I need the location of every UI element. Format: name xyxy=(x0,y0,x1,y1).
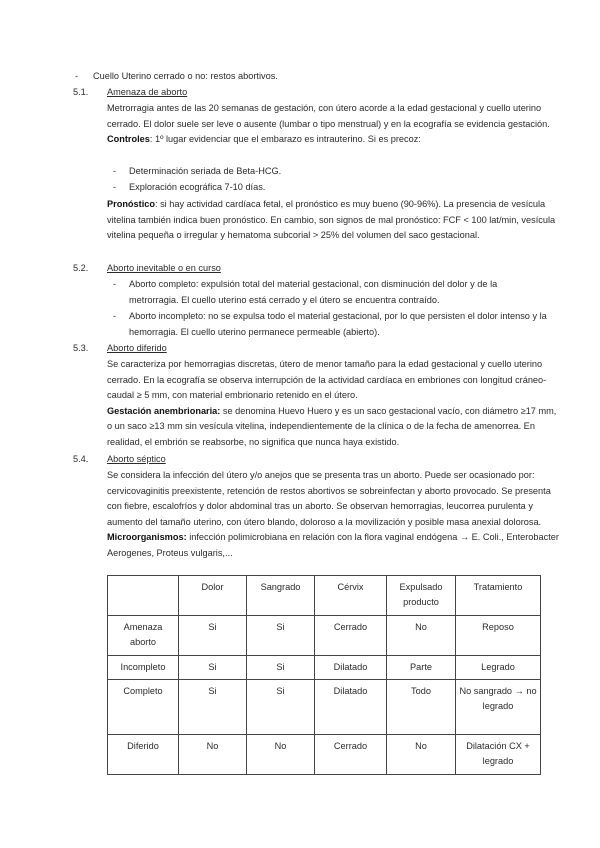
table-cell: Si xyxy=(179,680,247,735)
section-body xyxy=(107,197,562,244)
bullet-dash: - xyxy=(113,166,117,176)
section-number: 5.1. xyxy=(73,87,89,97)
table-cell: Dilatación CX + legrado xyxy=(456,735,541,775)
paragraph: Se considera la infección del útero y/o anejos que se presenta tras un aborto. Puede ser ocasionado por: cervicovaginitis preexistente, retención de restos abortivos se sobreinfectan y aborto provocado. Se presenta con fiebre, escalofríos y dolor abdominal tras un aborto. Se observan hemorragias, leucorrea purulenta y aumento del tamaño uterino, con útero blando, doloroso a la movilización y posible masa anexial dolorosa. xyxy=(107,470,551,527)
section-body xyxy=(107,101,562,148)
table-row xyxy=(108,656,541,680)
section-number: 5.3. xyxy=(73,343,89,353)
header-cell: Dolor xyxy=(179,576,247,616)
abortion-types-table xyxy=(107,575,541,775)
table-cell: Reposo xyxy=(456,616,541,656)
table-cell: Si xyxy=(247,680,315,735)
table-cell: Cerrado xyxy=(315,616,387,656)
table-cell: Legrado xyxy=(456,656,541,680)
table-header-row xyxy=(108,576,541,616)
paragraph: Controles: 1º lugar evidenciar que el embarazo es intrauterino. Si es precoz: xyxy=(107,134,421,145)
table-cell: No xyxy=(387,735,456,775)
paragraph: Se caracteriza por hemorragias discretas, útero de menor tamaño para la edad gestacional y cuello uterino cerrado. En la ecografía se observa interrupción de la actividad cardíaca en embriones con longitud cráneo-caudal ≥ 5 mm, con material embrionario retenido en el útero. xyxy=(107,359,547,401)
list-item: Determinación seriada de Beta-HCG. xyxy=(129,166,282,176)
bullet-dash: - xyxy=(113,279,117,289)
header-cell xyxy=(108,576,179,616)
paragraph: Pronóstico: si hay actividad cardíaca fetal, el pronóstico es muy bueno (90-96%). La presencia de vesícula vitelina también indica buen pronóstico. En cambio, son signos de mal pronóstico: FCF < 100 lat/min, vesícula vitelina pequeña o irregular y hematoma subcorial > 25% del volumen del saco gestacional. xyxy=(107,199,556,241)
section-body xyxy=(107,468,562,562)
table-cell: Dilatado xyxy=(315,680,387,735)
table-cell: Si xyxy=(179,656,247,680)
table-cell: Cerrado xyxy=(315,735,387,775)
table-cell: Incompleto xyxy=(108,656,179,680)
section-title: Aborto séptico xyxy=(107,454,166,464)
section-title: Amenaza de aborto xyxy=(107,87,188,97)
section-number: 5.2. xyxy=(73,263,89,273)
bold-label: Microorganismos: xyxy=(107,532,187,543)
paragraph: Gestación anembrionaria: se denomina Huevo Huero y es un saco gestacional vacío, con diámetro ≥17 mm, o un saco ≥13 mm sin vesícula vitelina, independientemente de la clínica o de la fecha de amenorrea. En realidad, el embrión se reabsorbe, no significa que nunca haya existido. xyxy=(107,405,557,447)
table-cell: No xyxy=(387,616,456,656)
table-cell: Diferido xyxy=(108,735,179,775)
table-cell: Si xyxy=(247,616,315,656)
header-cell: Sangrado xyxy=(247,576,315,616)
intro-text: Cuello Uterino cerrado o no: restos abortivos. xyxy=(93,71,278,81)
section-title: Aborto diferido xyxy=(107,343,167,353)
bold-label: Controles xyxy=(107,134,150,145)
bold-label: Pronóstico xyxy=(107,199,155,209)
table-cell: No xyxy=(247,735,315,775)
section-title: Aborto inevitable o en curso xyxy=(107,263,221,273)
table-cell: No sangrado → no legrado xyxy=(456,680,541,735)
list-item: Aborto completo: expulsión total del material gestacional, con disminución del dolor y de la metrorragia. El cuello uterino está cerrado y el útero se encuentra contraído. xyxy=(129,279,498,305)
intro-dash: - xyxy=(75,71,79,81)
bold-label: Gestación anembrionaria: xyxy=(107,405,221,416)
bullet-dash: - xyxy=(113,311,117,321)
list-item: Aborto incompleto: no se expulsa todo el material gestacional, por lo que persisten el dolor intenso y la hemorragia. El cuello uterino permanece permeable (abierto). xyxy=(129,311,547,337)
table-cell: No xyxy=(179,735,247,775)
header-cell: Tratamiento xyxy=(456,576,541,616)
table-cell: Todo xyxy=(387,680,456,735)
table-row xyxy=(108,735,541,775)
table-cell: Dilatado xyxy=(315,656,387,680)
paragraph: Metrorragia antes de las 20 semanas de gestación, con útero acorde a la edad gestacional y cuello uterino cerrado. El dolor suele ser leve o ausente (lumbar o tipo menstrual) y en la ecografía se evidencia gestación. xyxy=(107,103,550,129)
section-number: 5.4. xyxy=(73,454,89,464)
table-row xyxy=(108,616,541,656)
header-cell: Expulsado producto xyxy=(387,576,456,616)
section-body xyxy=(107,357,562,451)
list-item: Exploración ecográfica 7-10 días. xyxy=(129,182,266,192)
table-cell: Si xyxy=(247,656,315,680)
paragraph: Microorganismos: infección polimicrobiana en relación con la flora vaginal endógena → E. Coli., Enterobacter Aerogenes, Proteus vulgaris,... xyxy=(107,532,559,558)
table-cell: Amenaza aborto xyxy=(108,616,179,656)
header-cell: Cérvix xyxy=(315,576,387,616)
table-cell: Completo xyxy=(108,680,179,735)
table-cell: Parte xyxy=(387,656,456,680)
table-row xyxy=(108,680,541,735)
table-cell: Si xyxy=(179,616,247,656)
bullet-dash: - xyxy=(113,182,117,192)
